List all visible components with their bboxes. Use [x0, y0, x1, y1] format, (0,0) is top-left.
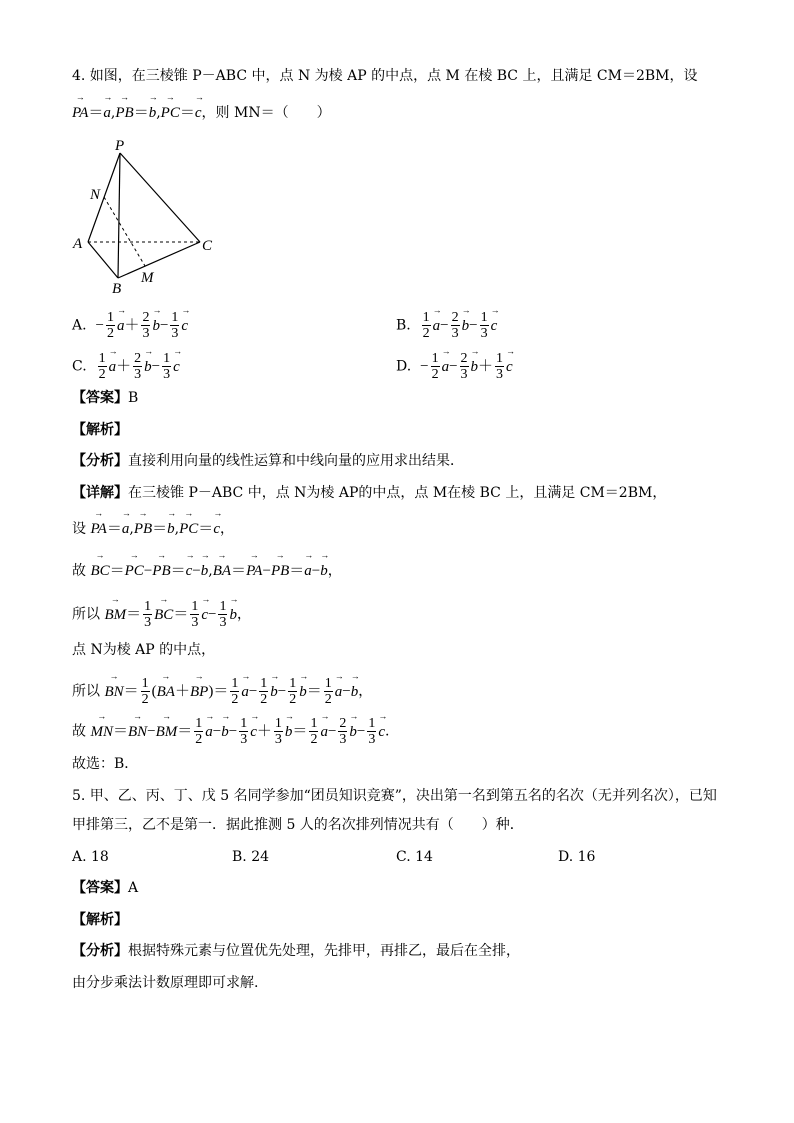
- q5-stem-line2: 甲排第三，乙不是第一．据此推测 5 人的名次排列情况共有（ ）种．: [72, 817, 524, 833]
- q5-stem-line1: 5. 甲、乙、丙、丁、戊 5 名同学参加“团员知识竞赛”，决出第一名到第五名的名次（无并列名次），已知: [72, 788, 717, 804]
- q4-answer: 【答案】B: [72, 390, 139, 406]
- q4-option-b: B. $\frac{1}{2}$ → a− $\frac{2}{3}$ → b− $\frac{1}{3}$ → c: [396, 310, 497, 341]
- q5-fenxi: 【分析】根据特殊元素与位置优先处理，先排甲，再排乙，最后在全排，: [72, 943, 520, 959]
- tetrahedron-figure: [68, 138, 218, 298]
- q4-option-d: D. − $\frac{1}{2}$ → a− $\frac{2}{3}$ → b＋ $\frac{1}{3}$ → c: [396, 351, 513, 382]
- q4-detail: 【详解】在三棱锥 P－ABC 中，点 N为棱 AP的中点，点 M在棱 BC 上，且满足 CM＝2BM，: [72, 485, 667, 501]
- label-n: N: [90, 187, 101, 203]
- q5-analysis-heading: 【解析】: [72, 912, 128, 928]
- label-a: A: [73, 236, 83, 252]
- label-m: M: [141, 270, 154, 286]
- segment-mn: [104, 197, 145, 266]
- q4-option-c: C. $\frac{1}{2}$ → a＋ $\frac{2}{3}$ → b− $\frac{1}{3}$ → c: [72, 351, 180, 382]
- label-b: B: [112, 281, 122, 297]
- q5-option-b: B. 24: [232, 849, 270, 865]
- label-p: P: [115, 138, 125, 154]
- q4-stem-suffix: ，则 MN＝（ ）: [201, 105, 331, 121]
- label-c: C: [202, 238, 213, 254]
- q4-step-bn: 所以 → BN＝ $\frac{1}{2}$ (→ BA＋→ BP)＝ $\frac{1}{2}$ → a− $\frac{1}{2}$ → b− $\frac{1}{2}$ → b＝ $\frac{1}{2}$ → a−→ b，: [72, 676, 372, 707]
- q4-step-bm: 所以 → BM＝ $\frac{1}{3}$ → BC＝ $\frac{1}{3}$ → c− $\frac{1}{3}$ → b，: [72, 599, 251, 630]
- q4-stem-line1: 4. 如图，在三棱锥 P－ABC 中，点 N 为棱 AP 的中点，点 M 在棱 BC 上，且满足 CM＝2BM，设: [72, 68, 698, 84]
- q4-analysis-heading: 【解析】: [72, 422, 128, 438]
- q4-step-vectors: 故 → BC＝→ PC−→ PB＝→ c−→ b,→ BA＝→ PA−→ PB＝→ a−→ b，: [72, 561, 342, 581]
- q4-option-a: A. − $\frac{1}{2}$ → a＋ $\frac{2}{3}$ → b− $\frac{1}{3}$ → c: [72, 310, 188, 341]
- q4-stem-line2: → PA＝→ a,→ PB＝→ b,→ PC＝→ c，则 MN＝（ ）: [72, 103, 331, 123]
- q5-option-c: C. 14: [396, 849, 433, 865]
- edge-ab: [88, 242, 118, 278]
- q5-answer: 【答案】A: [72, 880, 139, 896]
- q4-step-set: 设 → PA＝→ a,→ PB＝→ b,→ PC＝→ c，: [72, 519, 234, 539]
- q5-option-d: D. 16: [558, 849, 596, 865]
- q5-option-a: A. 18: [72, 849, 109, 865]
- edge-bc: [118, 242, 200, 278]
- q4-fenxi: 【分析】直接利用向量的线性运算和中线向量的应用求出结果．: [72, 453, 464, 469]
- edge-pc: [120, 153, 200, 242]
- q4-choose: 故选：B．: [72, 756, 139, 772]
- q4-step-mn: 故 → MN＝→ BN−→ BM＝ $\frac{1}{2}$ → a−→ b− $\frac{1}{3}$ → c＋ $\frac{1}{3}$ → b＝ $\frac{1}{2}$ → a− $\frac{2}{3}$ → b− $\frac{1}{3}$ → c.: [72, 716, 390, 747]
- q4-midpoint: 点 N为棱 AP 的中点，: [72, 642, 216, 658]
- q5-fenxi-line2: 由分步乘法计数原理即可求解.: [72, 975, 259, 991]
- edge-pb: [118, 153, 120, 278]
